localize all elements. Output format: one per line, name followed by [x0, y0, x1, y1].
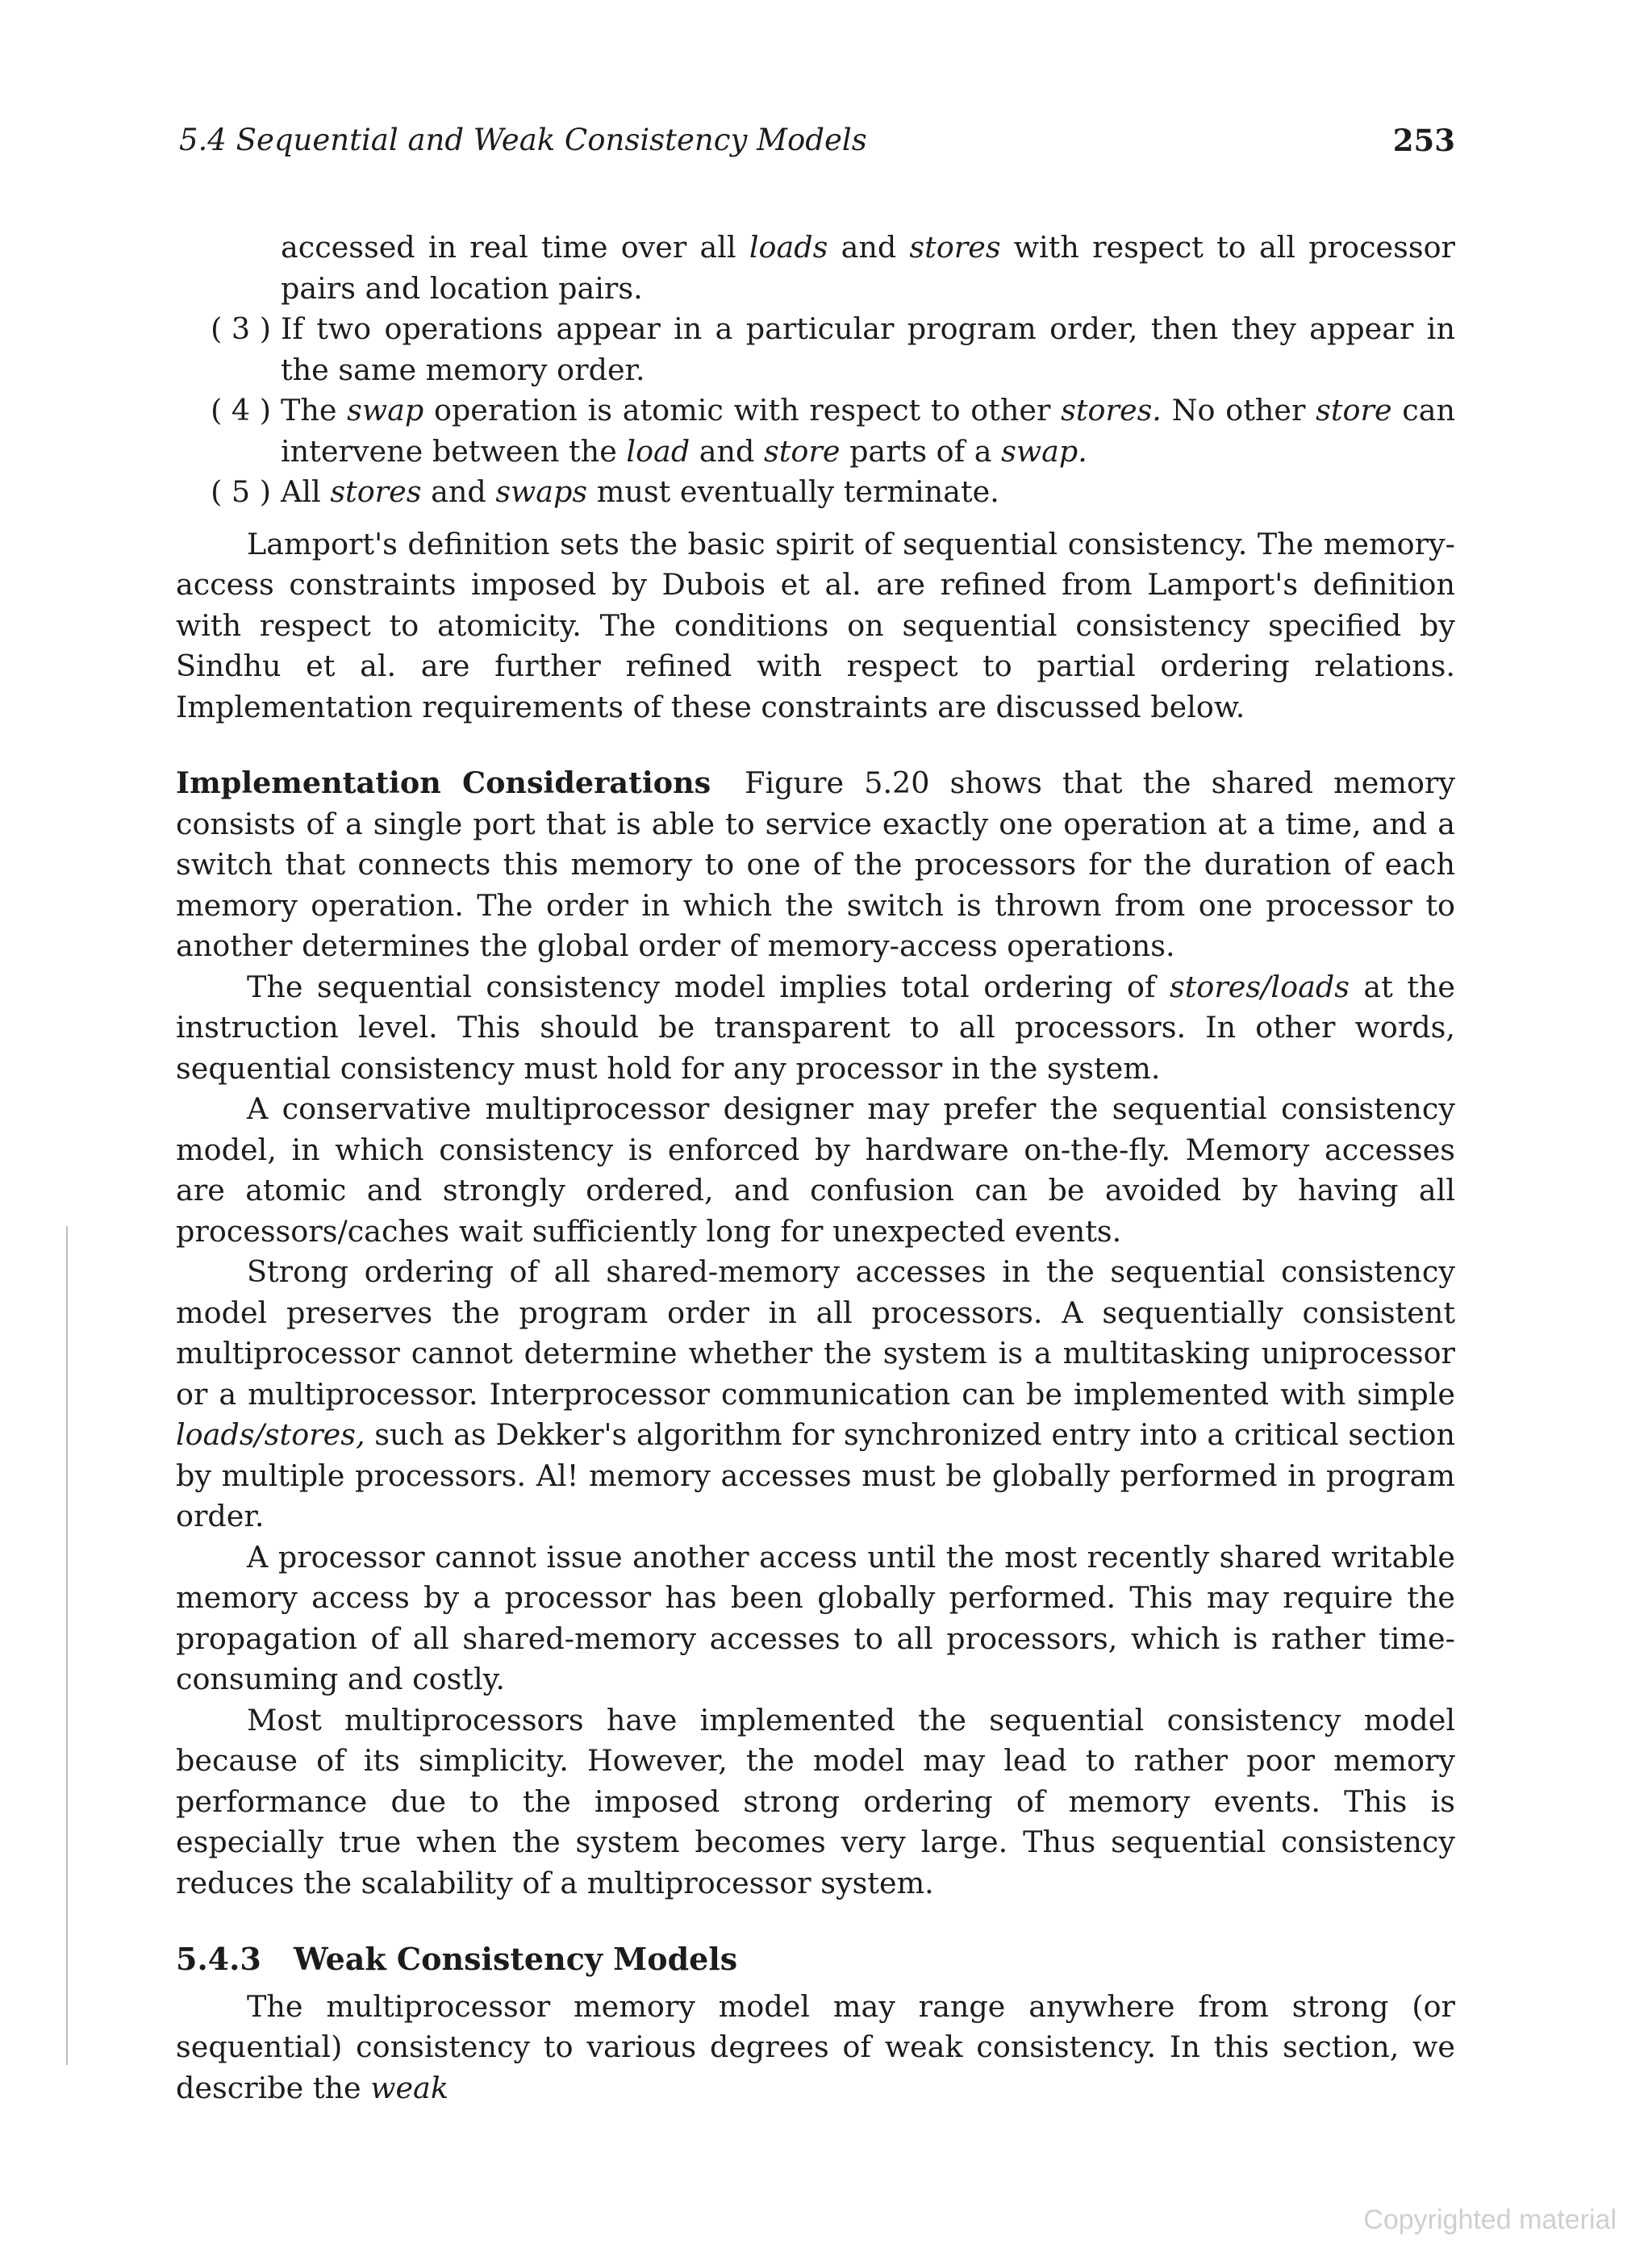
paragraph-total-ordering: The sequential consistency model implies total ordering of stores/loads at the instruction level. This should be transparent to all processors. In other words, sequential consistency must hold for any processor in the system. — [176, 969, 1455, 1086]
paragraph-lamport: Lamport's definition sets the basic spirit of sequential consistency. The memory-access constraints imposed by Dubois et al. are refined from Lamport's definition with respect to atomicity. The conditions on sequential consistency specified by Sindhu et al. are further refined with respect to partial ordering relations. Implementation requirements of these constraints are discussed below. — [176, 526, 1455, 724]
paragraph-strong-ordering: Strong ordering of all shared-memory accesses in the sequential consistency model preserves the program order in all processors. A sequentially consistent multiprocessor cannot determine whether the system is a multitasking uniprocessor or a multiprocessor. Interprocessor communication can be implemented with simple loads/stores, such as Dekker's algorithm for synchronized entry into a critical section by multiple processors. Al! memory accesses must be globally performed in program order. — [176, 1254, 1455, 1533]
run-in-heading: Implementation Considerations — [176, 765, 711, 800]
body-text — [176, 227, 1455, 2109]
paragraph-processor: A processor cannot issue another access until the most recently shared writable memory access by a processor has been globally performed. This may require the propagation of all shared-memory accesses to all processors, which is rather time-consuming and costly. — [176, 1539, 1455, 1696]
paragraph-conservative: A conservative multiprocessor designer may prefer the sequential consistency model, in which consistency is enforced by hardware on-the-fly. Memory accesses are atomic and strongly ordered, and confusion can be avoided by having all processors/caches wait sufficiently long for unexpected events. — [176, 1091, 1455, 1249]
list-item-text: The swap operation is atomic with respect to other stores. No other store can intervene between the load and store parts of a swap. — [281, 393, 1455, 469]
list-item-text: If two operations appear in a particular program order, then they appear in the same memory order. — [281, 311, 1455, 387]
list-item-number: ( 5 ) — [211, 474, 271, 509]
paragraph-most-multiprocessors: Most multiprocessors have implemented the sequential consistency model because of its simplicity. However, the model may lead to rather poor memory performance due to the imposed strong ordering of memory events. This is especially true when the system becomes very large. Thus sequential consistency reduces the scalability of a multiprocessor system. — [176, 1702, 1455, 1900]
list-item-number: ( 4 ) — [211, 393, 271, 428]
list-item-4 — [176, 390, 1455, 472]
copyright-watermark: Copyrighted material — [1363, 2205, 1617, 2235]
list-item-text: All stores and swaps must eventually terminate. — [281, 474, 999, 509]
subsection-heading — [176, 1939, 1455, 1980]
paragraph-implementation: Implementation Considerations Figure 5.20 shows that the shared memory consists of a single port that is able to service exactly one operation at a time, and a switch that connects this memory to one of the processors for the duration of each memory operation. The order in which the switch is thrown from one processor to another determines the global order of memory-access operations. — [176, 765, 1455, 963]
list-item-3 — [176, 309, 1455, 390]
page-number: 253 — [1392, 123, 1455, 158]
list-item-5 — [176, 472, 1455, 513]
list-item-continuation: accessed in real time over all loads and stores with respect to all processor pairs and location pairs. — [281, 230, 1455, 306]
subsection-title: Weak Consistency Models — [294, 1941, 738, 1977]
subsection-number: 5.4.3 — [176, 1941, 261, 1977]
margin-scan-line — [66, 1226, 68, 2065]
list-item-number: ( 3 ) — [211, 311, 271, 346]
paragraph-weak-consistency: The multiprocessor memory model may range anywhere from strong (or sequential) consistency to various degrees of weak consistency. In this section, we describe the weak — [176, 1988, 1455, 2105]
running-head — [179, 123, 1455, 163]
running-title: 5.4 Sequential and Weak Consistency Models — [179, 123, 867, 157]
